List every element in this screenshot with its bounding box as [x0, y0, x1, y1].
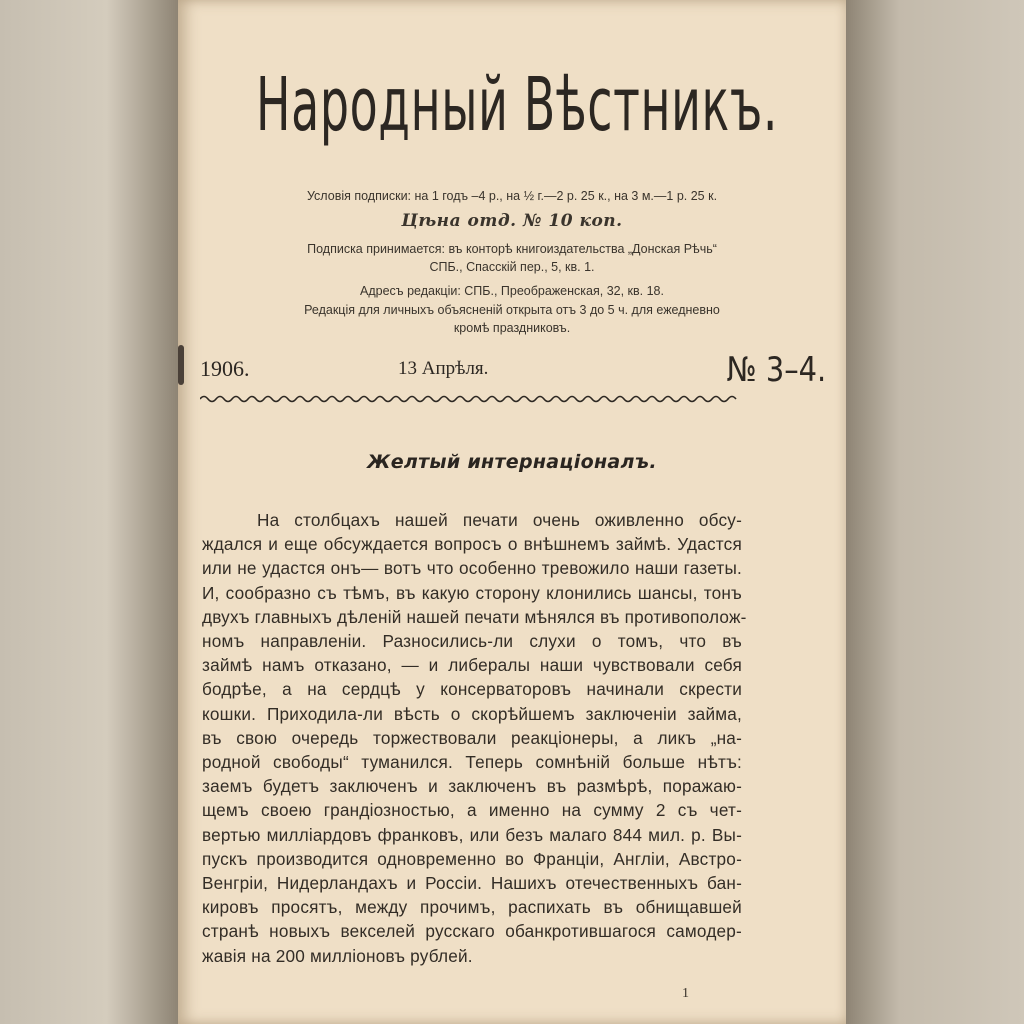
article-line: заемъ будетъ заключенъ и заключенъ въ размѣрѣ, поражаю-: [202, 776, 742, 797]
subscription-terms: Условія подписки: на 1 годъ –4 р., на ½ г.—2 р. 25 к., на 3 м.—1 р. 25 к.: [306, 189, 718, 203]
masthead-title: Народный Вѣстникъ.: [256, 62, 779, 148]
issue-year: 1906.: [200, 356, 250, 381]
article-line: въ свою очередь торжествовали реакціонеры, а ликъ „на-: [202, 727, 742, 748]
article-line: жавія на 200 милліоновъ рублей.: [202, 945, 473, 966]
ornamental-divider: [200, 394, 740, 404]
page-number: 1: [682, 986, 689, 1001]
article-line: щемъ своею грандіозностью, а именно на сумму 2 съ чет-: [202, 800, 742, 821]
issue-price: Цѣна отд. № 10 коп.: [401, 211, 623, 231]
article-body: [202, 508, 747, 968]
article-line: двухъ главныхъ дѣленій нашей печати мѣнялся въ противополож-: [202, 606, 747, 627]
article-line: вертью милліардовъ франковъ, или безъ малаго 844 мил. р. Вы-: [202, 824, 742, 845]
article-line: займѣ намъ отказано, — и либералы наши чувствовали себя: [202, 655, 742, 676]
issue-number: № 3–4.: [726, 350, 826, 390]
issue-info-bar: [200, 352, 826, 392]
subscription-accepted-line2: СПБ., Спасскій пер., 5, кв. 1.: [429, 260, 595, 274]
article-headline: Желтый интернаціоналъ.: [367, 451, 657, 473]
page-tear-mark: [178, 345, 184, 385]
article-line: кошки. Приходила-ли вѣсть о скорѣйшемъ заключеніи займа,: [202, 703, 742, 724]
article-line: бодрѣе, а на сердцѣ у консерваторовъ начинали скрести: [202, 679, 742, 700]
article-line: родной свободы“ туманился. Теперь сомнѣній больше нѣтъ:: [202, 752, 742, 773]
article-line: пускъ производится одновременно во Франціи, Англіи, Австро-: [202, 848, 742, 869]
background-right: [846, 0, 1024, 1024]
article-line: На столбцахъ нашей печати очень оживленно обсу-: [257, 510, 742, 530]
article-line: номъ направленіи. Разносились-ли слухи о томъ, что въ: [202, 631, 742, 652]
issue-date: 13 Апрѣля.: [398, 358, 489, 379]
newspaper-page: [178, 0, 846, 1024]
article-line: Венгріи, Нидерландахъ и Россіи. Нашихъ отечественныхъ бан-: [202, 873, 742, 894]
office-hours-line1: Редакція для личныхъ объясненій открыта отъ 3 до 5 ч. для ежедневно: [304, 303, 720, 317]
office-hours-line2: кромѣ праздниковъ.: [453, 321, 571, 335]
article-line: И, сообразно съ тѣмъ, въ какую сторону клонились шансы, тонъ: [202, 582, 742, 603]
book-binding-left: [0, 0, 178, 1024]
article-line: ждался и еще обсуждается вопросъ о внѣшнемъ займѣ. Удастся: [202, 534, 742, 555]
article-line: странѣ новыхъ векселей русскаго обанкротившагося самодер-: [202, 921, 742, 942]
editorial-address: Адресъ редакціи: СПБ., Преображенская, 32, кв. 18.: [360, 284, 664, 298]
subscription-accepted-line1: Подписка принимается: въ конторѣ книгоиздательства „Донская Рѣчь“: [307, 242, 717, 256]
article-line: кировъ просятъ, между прочимъ, распихать въ обнищавшей: [202, 897, 742, 918]
article-line: или не удастся онъ— вотъ что особенно тревожило наши газеты.: [202, 558, 742, 579]
